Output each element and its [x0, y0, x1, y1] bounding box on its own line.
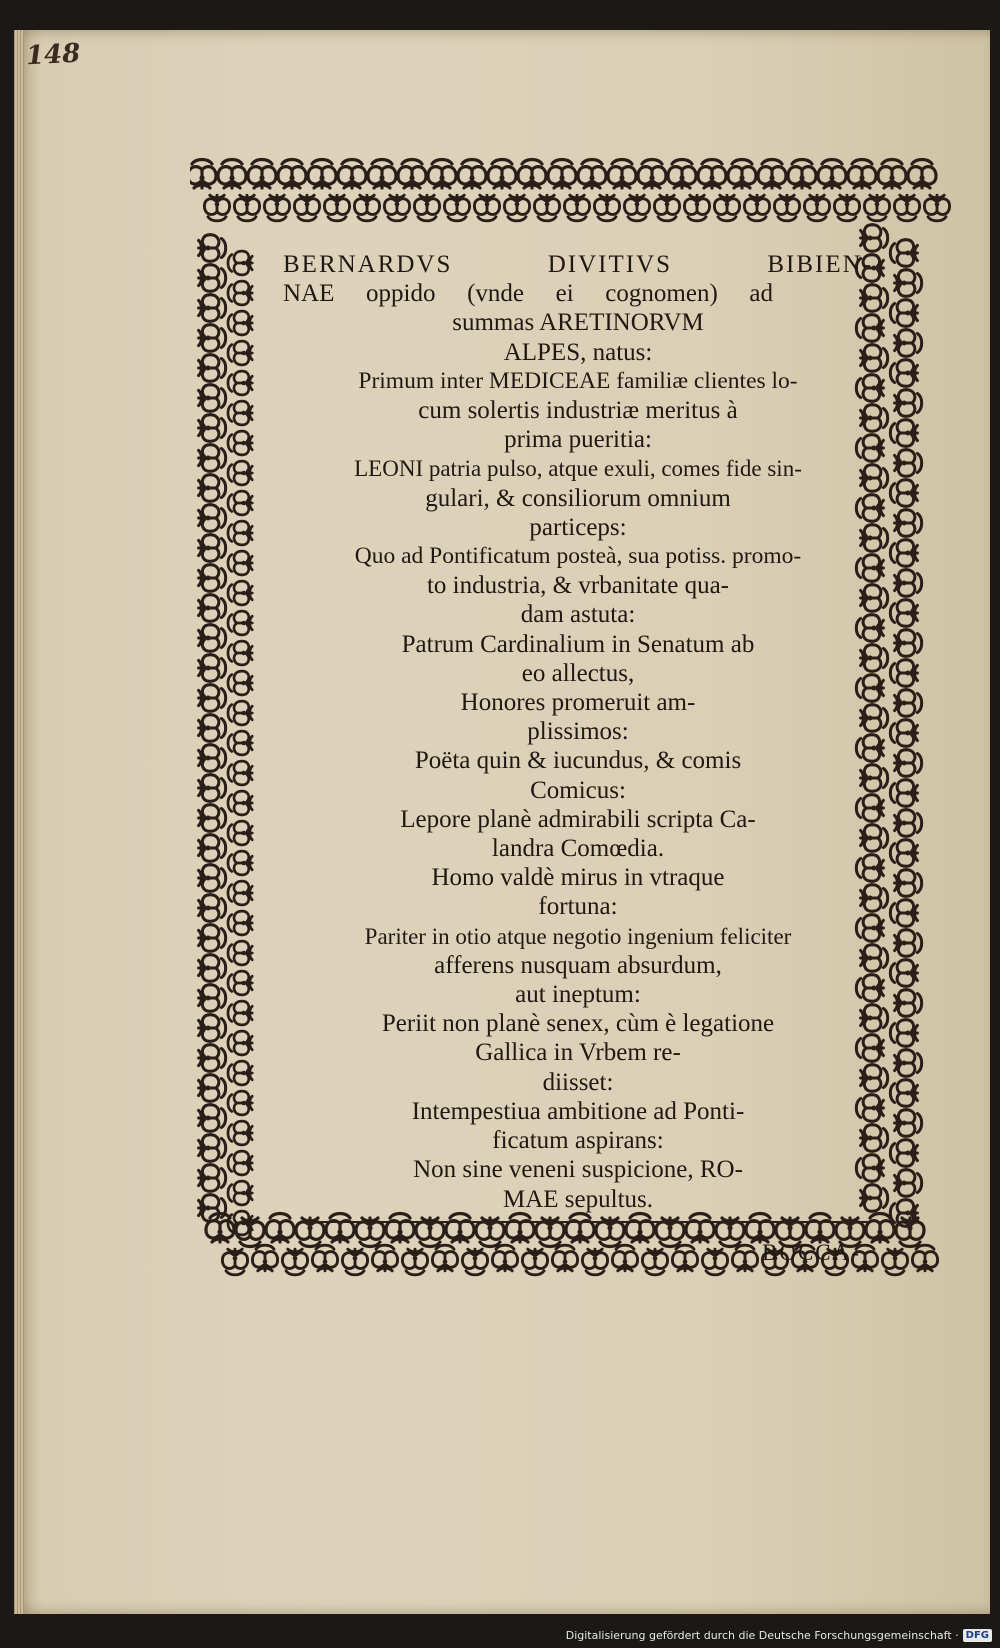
fleuron-ornament-icon [199, 445, 226, 472]
fleuron-ornament-icon [218, 160, 246, 189]
fleuron-ornament-icon [294, 195, 319, 221]
fleuron-ornament-icon [228, 1061, 252, 1085]
fleuron-ornament-icon [462, 1249, 487, 1275]
epitaph-line: MAE sepultus. [503, 1185, 653, 1213]
epitaph-line: Primum inter MEDICEAE familiæ clientes lo- [358, 367, 798, 394]
fleuron-ornament-icon [895, 390, 922, 417]
fleuron-ornament-icon [199, 715, 226, 742]
fleuron-ornament-icon [199, 1075, 226, 1102]
fleuron-ornament-icon [228, 371, 252, 395]
fleuron-ornament-icon [728, 160, 756, 189]
epitaph-line: plissimos: [527, 718, 629, 746]
fleuron-ornament-icon [912, 1245, 937, 1271]
fleuron-ornament-icon [504, 195, 529, 221]
fleuron-ornament-icon [204, 195, 229, 221]
fleuron-ornament-icon [228, 701, 252, 725]
digitization-credit [566, 1629, 992, 1642]
fleuron-ornament-icon [199, 385, 226, 412]
fleuron-ornament-icon [199, 535, 226, 562]
fleuron-ornament-icon [228, 1031, 252, 1055]
epitaph-line: gulari, & consiliorum omnium [425, 484, 731, 512]
fleuron-ornament-icon [908, 160, 936, 189]
epitaph-line: diisset: [542, 1068, 614, 1096]
fleuron-ornament-icon [890, 660, 917, 687]
fleuron-ornament-icon [402, 1249, 427, 1275]
fleuron-ornament-icon [199, 895, 226, 922]
fleuron-ornament-icon [228, 671, 252, 695]
epitaph-line: BERNARDVS DIVITIVS BIBIEN- [283, 251, 873, 278]
fleuron-ornament-icon [684, 195, 709, 221]
fleuron-ornament-icon [199, 415, 226, 442]
fleuron-ornament-icon [895, 270, 922, 297]
fleuron-ornament-icon [882, 1249, 907, 1275]
fleuron-ornament-icon [342, 1249, 367, 1275]
fleuron-ornament-icon [199, 1165, 226, 1192]
epitaph-line: Homo valdè mirus in vtraque [431, 864, 725, 892]
epitaph-line: cum solertis industriæ meritus à [418, 397, 738, 425]
fleuron-ornament-icon [566, 1214, 594, 1243]
fleuron-ornament-icon [522, 1249, 547, 1275]
fleuron-ornament-icon [895, 1170, 922, 1197]
fleuron-ornament-icon [654, 195, 679, 221]
epitaph-line: Non sine veneni suspicione, RO- [413, 1156, 743, 1184]
fleuron-ornament-icon [895, 810, 922, 837]
fleuron-ornament-icon [199, 775, 226, 802]
fleuron-ornament-icon [266, 1214, 294, 1243]
fleuron-ornament-icon [234, 195, 259, 221]
folio-number: 148 [25, 38, 82, 72]
epitaph-line: NAE oppido (vnde ei cognomen) ad [283, 280, 773, 308]
epitaph-line: Poëta quin & iucundus, & comis [414, 747, 742, 775]
fleuron-ornament-icon [228, 281, 252, 305]
fleuron-ornament-icon [190, 160, 216, 189]
fleuron-ornament-icon [672, 1245, 697, 1271]
fleuron-ornament-icon [228, 581, 252, 605]
fleuron-ornament-icon [702, 1249, 727, 1275]
fleuron-ornament-icon [864, 195, 889, 221]
fleuron-ornament-icon [228, 551, 252, 575]
fleuron-ornament-icon [228, 791, 252, 815]
fleuron-ornament-icon [890, 840, 917, 867]
dfg-logo-icon: DFG [963, 1629, 992, 1642]
fleuron-ornament-icon [698, 160, 726, 189]
epitaph-line: Patrum Cardinalium in Senatum ab [401, 630, 755, 658]
fleuron-ornament-icon [199, 1105, 226, 1132]
epitaph-line: ALPES, natus: [503, 338, 653, 366]
fleuron-ornament-icon [890, 480, 917, 507]
fleuron-ornament-icon [895, 1110, 922, 1137]
fleuron-ornament-icon [895, 1050, 922, 1077]
fleuron-ornament-icon [578, 160, 606, 189]
fleuron-ornament-icon [278, 160, 306, 189]
fleuron-ornament-icon [228, 1091, 252, 1115]
epitaph-line: Periit non planè senex, cùm è legatione [381, 1010, 775, 1038]
fleuron-ornament-icon [228, 851, 252, 875]
epitaph-line: aut ineptum: [515, 981, 641, 1009]
fleuron-ornament-icon [199, 295, 226, 322]
fleuron-ornament-icon [338, 160, 366, 189]
fleuron-ornament-icon [199, 355, 226, 382]
epitaph-line: Intempestiua ambitione ad Ponti- [411, 1097, 745, 1125]
fleuron-ornament-icon [199, 835, 226, 862]
fleuron-ornament-icon [890, 1140, 917, 1167]
fleuron-ornament-icon [686, 1214, 714, 1243]
fleuron-ornament-icon [228, 401, 252, 425]
epitaph-line: Lepore planè admirabili scripta Ca- [400, 805, 756, 833]
fleuron-ornament-icon [732, 1245, 757, 1271]
fleuron-ornament-icon [444, 195, 469, 221]
fleuron-ornament-icon [228, 1181, 252, 1205]
fleuron-ornament-icon [788, 160, 816, 189]
fleuron-ornament-icon [895, 990, 922, 1017]
fleuron-ornament-icon [228, 641, 252, 665]
fleuron-ornament-icon [895, 570, 922, 597]
fleuron-ornament-icon [890, 420, 917, 447]
fleuron-ornament-icon [890, 720, 917, 747]
fleuron-ornament-icon [228, 881, 252, 905]
epitaph-line: prima pueritia: [504, 426, 652, 454]
epitaph-line: afferens nusquam absurdum, [434, 951, 722, 979]
fleuron-ornament-icon [890, 360, 917, 387]
fleuron-ornament-icon [228, 1121, 252, 1145]
fleuron-ornament-icon [834, 195, 859, 221]
fleuron-ornament-icon [308, 160, 336, 189]
fleuron-ornament-icon [228, 251, 252, 275]
fleuron-ornament-icon [552, 1245, 577, 1271]
fleuron-ornament-icon [774, 195, 799, 221]
epitaph-text [283, 250, 873, 1214]
fleuron-ornament-icon [582, 1249, 607, 1275]
fleuron-ornament-icon [488, 160, 516, 189]
fleuron-ornament-icon [199, 625, 226, 652]
epitaph-line: LEONI patria pulso, atque exuli, comes fide sin- [354, 456, 802, 482]
epitaph-line: particeps: [529, 513, 627, 541]
fleuron-ornament-icon [228, 431, 252, 455]
epitaph-line: Quo ad Pontificatum posteà, sua potiss. promo- [354, 543, 802, 570]
fleuron-ornament-icon [384, 195, 409, 221]
fleuron-ornament-icon [199, 235, 226, 262]
fleuron-ornament-icon [354, 195, 379, 221]
fleuron-ornament-icon [890, 1080, 917, 1107]
fleuron-ornament-icon [264, 195, 289, 221]
fleuron-ornament-icon [199, 745, 226, 772]
fleuron-ornament-icon [228, 911, 252, 935]
fleuron-ornament-icon [896, 1218, 924, 1247]
fleuron-ornament-icon [199, 685, 226, 712]
fleuron-ornament-icon [282, 1249, 307, 1275]
fleuron-ornament-icon [228, 491, 252, 515]
fleuron-ornament-icon [638, 160, 666, 189]
fleuron-ornament-icon [199, 1015, 226, 1042]
fleuron-ornament-icon [228, 521, 252, 545]
closing-rule [303, 1221, 871, 1223]
fleuron-ornament-icon [228, 761, 252, 785]
fleuron-ornament-icon [386, 1214, 414, 1243]
fleuron-ornament-icon [199, 1135, 226, 1162]
fleuron-ornament-icon [492, 1245, 517, 1271]
fleuron-ornament-icon [222, 1249, 247, 1275]
fleuron-ornament-icon [199, 655, 226, 682]
fleuron-ornament-icon [398, 160, 426, 189]
fleuron-ornament-icon [228, 461, 252, 485]
fleuron-ornament-icon [548, 160, 576, 189]
fleuron-ornament-icon [228, 611, 252, 635]
fleuron-ornament-icon [534, 195, 559, 221]
fleuron-ornament-icon [744, 195, 769, 221]
fleuron-ornament-icon [895, 330, 922, 357]
epitaph-line: ficatum aspirans: [492, 1127, 664, 1155]
fleuron-ornament-icon [199, 505, 226, 532]
fleuron-ornament-icon [895, 630, 922, 657]
fleuron-ornament-icon [612, 1245, 637, 1271]
fleuron-ornament-icon [368, 160, 396, 189]
fleuron-ornament-icon [446, 1214, 474, 1243]
fleuron-ornament-icon [594, 195, 619, 221]
epitaph-line: dam astuta: [520, 601, 636, 629]
fleuron-ornament-icon [818, 160, 846, 189]
fleuron-ornament-icon [199, 985, 226, 1012]
epitaph-line: Gallica in Vrbem re- [475, 1039, 681, 1067]
fleuron-ornament-icon [414, 195, 439, 221]
fleuron-ornament-icon [890, 240, 917, 267]
epitaph-line: Pariter in otio atque negotio ingenium feliciter [364, 923, 792, 949]
fleuron-ornament-icon [642, 1249, 667, 1275]
fleuron-ornament-icon [878, 160, 906, 189]
fleuron-ornament-icon [890, 960, 917, 987]
fleuron-ornament-icon [804, 195, 829, 221]
fleuron-ornament-icon [924, 195, 949, 221]
epitaph-line: Comicus: [530, 776, 626, 804]
fleuron-ornament-icon [668, 160, 696, 189]
fleuron-ornament-icon [199, 565, 226, 592]
fleuron-ornament-icon [895, 750, 922, 777]
fleuron-ornament-icon [199, 265, 226, 292]
fleuron-ornament-icon [199, 955, 226, 982]
fleuron-ornament-icon [228, 971, 252, 995]
fleuron-ornament-icon [624, 195, 649, 221]
fleuron-ornament-icon [848, 160, 876, 189]
fleuron-ornament-icon [894, 195, 919, 221]
fleuron-ornament-icon [506, 1214, 534, 1243]
fleuron-ornament-icon [326, 1214, 354, 1243]
fleuron-ornament-icon [895, 450, 922, 477]
fleuron-ornament-icon [228, 731, 252, 755]
epitaph-line: landra Comœdia. [491, 835, 665, 863]
fleuron-ornament-icon [228, 311, 252, 335]
fleuron-ornament-icon [861, 225, 888, 252]
fleuron-ornament-icon [608, 160, 636, 189]
fleuron-ornament-icon [806, 1214, 834, 1243]
fleuron-ornament-icon [228, 941, 252, 965]
fleuron-ornament-icon [228, 1001, 252, 1025]
fleuron-ornament-icon [518, 160, 546, 189]
fleuron-ornament-icon [228, 821, 252, 845]
fleuron-ornament-icon [252, 1245, 277, 1271]
fleuron-ornament-icon [890, 900, 917, 927]
epitaph-line: Honores promeruit am- [460, 689, 696, 717]
epitaph-line: eo allectus, [521, 659, 635, 687]
fleuron-ornament-icon [199, 805, 226, 832]
fleuron-ornament-icon [199, 595, 226, 622]
fleuron-ornament-icon [474, 195, 499, 221]
fleuron-ornament-icon [428, 160, 456, 189]
epitaph-line: to industria, & vrbanitate qua- [426, 572, 729, 600]
fleuron-ornament-icon [714, 195, 739, 221]
fleuron-ornament-icon [248, 160, 276, 189]
fleuron-ornament-icon [890, 600, 917, 627]
fleuron-ornament-icon [199, 925, 226, 952]
fleuron-ornament-icon [312, 1245, 337, 1271]
fleuron-ornament-icon [432, 1245, 457, 1271]
fleuron-ornament-icon [746, 1214, 774, 1243]
fleuron-ornament-icon [895, 870, 922, 897]
fleuron-ornament-icon [626, 1214, 654, 1243]
fleuron-ornament-icon [890, 300, 917, 327]
fleuron-ornament-icon [564, 195, 589, 221]
fleuron-ornament-icon [372, 1245, 397, 1271]
fleuron-ornament-icon [199, 865, 226, 892]
epitaph-line: summas ARETINORVM [452, 309, 704, 337]
fleuron-ornament-icon [458, 160, 486, 189]
fleuron-ornament-icon [895, 510, 922, 537]
fleuron-ornament-icon [199, 1045, 226, 1072]
fleuron-ornament-icon [895, 930, 922, 957]
fleuron-ornament-icon [895, 690, 922, 717]
fleuron-ornament-icon [324, 195, 349, 221]
catchword: BOCCA- [762, 1240, 861, 1265]
fleuron-ornament-icon [199, 325, 226, 352]
fleuron-ornament-icon [758, 160, 786, 189]
fleuron-ornament-icon [199, 475, 226, 502]
epitaph-line: fortuna: [538, 893, 618, 921]
fleuron-ornament-icon [890, 780, 917, 807]
page-edge [14, 30, 24, 1614]
fleuron-ornament-icon [890, 1020, 917, 1047]
fleuron-ornament-icon [228, 1151, 252, 1175]
fleuron-ornament-icon [890, 540, 917, 567]
fleuron-ornament-icon [228, 341, 252, 365]
credit-text: Digitalisierung gefördert durch die Deutsche Forschungsgemeinschaft · [565, 1629, 959, 1642]
